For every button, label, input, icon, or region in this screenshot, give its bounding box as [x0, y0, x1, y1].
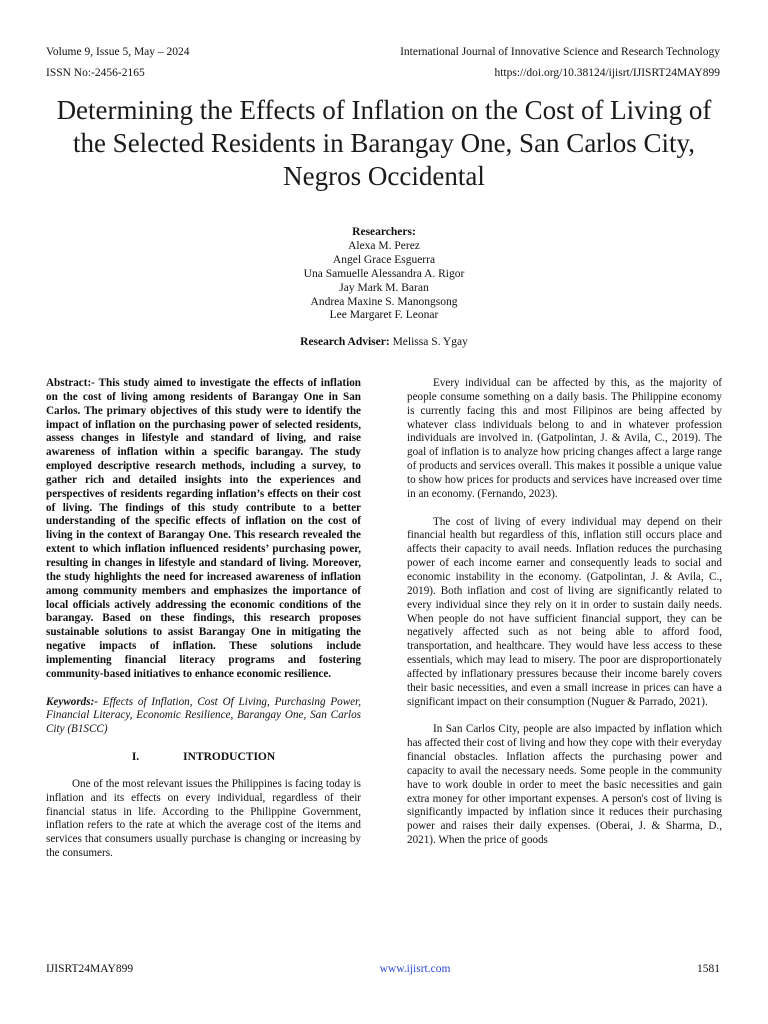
- researcher-name: Una Samuelle Alessandra A. Rigor: [303, 267, 465, 280]
- researchers-block: [0, 226, 768, 323]
- paper-code: IJISRT24MAY899: [46, 963, 134, 975]
- left-column: [46, 377, 361, 861]
- keywords: [46, 696, 361, 738]
- researcher-name: Lee Margaret F. Leonar: [329, 309, 439, 322]
- paragraph: The cost of living of every individual may depend on their financial health but regardless of this, inflation still occurs place and affects their capacity to avail needs. Inflation reduces the purchasing power of each income earner and consequently leads to social and economic instability in the economy. (Gatpolintan, J. & Avila, C., 2019). Both inflation and cost of living are significantly related to every individual since they rely on it in order to sustain daily needs. When people do not have sufficient financial support, they can be negatively affected such as not being able to afford food, transportation, and healthcare. They would have less access to these essentials, which may lead to misery. The poor are disproportionately affected by inflationary pressures because their income barely covers their basic necessities, and even a small increase in prices can have a significant impact on their consumption (Nuguer & Parrado, 2021).: [407, 515, 722, 708]
- adviser-line: [0, 336, 768, 348]
- researchers-label: Researchers:: [352, 226, 416, 238]
- researcher-name: Andrea Maxine S. Manongsong: [310, 295, 458, 308]
- paragraph: In San Carlos City, people are also impacted by inflation which has affected their cost of living and how they cope with their everyday financial obstacles. Inflation affects the purchasing power and capacity to avail the necessary needs. Some people in the community have to work double in order to meet the basic necessities and gain extra money for other important expenses. A person's cost of living is significantly impacted by inflation since it reduces their purchasing power and raises their daily expenses. (Oberai, J. & Sharma, D., 2021). When the price of goods: [407, 723, 722, 847]
- adviser-name: Melissa S. Ygay: [392, 336, 468, 348]
- paper-title: Determining the Effects of Inflation on the Cost of Living of the Selected Residents in Barangay One, San Carlos City, Negros Occidental: [56, 95, 712, 191]
- right-column: [407, 377, 722, 848]
- page-number: 1581: [696, 963, 720, 975]
- issn: ISSN No:-2456-2165: [46, 67, 145, 79]
- adviser-label: Research Adviser:: [300, 336, 390, 348]
- keywords-label: Keywords:-: [46, 695, 98, 708]
- abstract: Abstract:- This study aimed to investigate the effects of inflation on the cost of living among residents of Barangay One in San Carlos. The primary objectives of this study were to identify the impact of inflation on the purchasing power of selected residents, assess changes in lifestyle and standard of living, and raise awareness of inflation within a specific barangay. The study employed descriptive research methods, including a survey, to gather rich and detailed insights into the experiences and perspectives of residents regarding inflation’s effects on their cost of living. The findings of this study contribute to a better understanding of the specific effects of inflation on the cost of living in the context of Barangay One. This research revealed the extent to which inflation influenced residents’ purchasing power, resulting in changes in lifestyle and standard of living. Moreover, the study highlights the need for increased awareness of inflation among community members and emphasizes the importance of local officials actively addressing the economic conditions of the barangay. Based on these findings, this research proposes sustainable solutions to assist Barangay One in mitigating the negative impacts of inflation. These solutions include implementing financial literacy programs and fostering community-based initiatives to enhance economic resilience.: [46, 377, 361, 680]
- section-number: I.: [131, 751, 140, 764]
- doi-link[interactable]: https://doi.org/10.38124/ijisrt/IJISRT24MAY899: [494, 67, 720, 79]
- website-link[interactable]: www.ijisrt.com: [379, 963, 451, 975]
- researcher-name: Angel Grace Esguerra: [332, 253, 436, 266]
- section-heading: [46, 751, 361, 765]
- researcher-name: Jay Mark M. Baran: [339, 281, 429, 294]
- paragraph: One of the most relevant issues the Philippines is facing today is inflation and its effects on every individual, regardless of their financial status in life. According to the Philippine Government, inflation refers to the rate at which the average cost of the items and services that consumers usually purchase is changing or increasing by the consumers.: [46, 777, 361, 860]
- running-header-top: [46, 45, 720, 59]
- researcher-name: Alexa M. Perez: [348, 239, 420, 252]
- page-footer: [46, 963, 720, 975]
- journal-name: International Journal of Innovative Science and Research Technology: [400, 46, 720, 58]
- volume-issue: Volume 9, Issue 5, May – 2024: [46, 46, 190, 58]
- keywords-text: Effects of Inflation, Cost Of Living, Purchasing Power, Financial Literacy, Economic Resilience, Barangay One, San Carlos City (B1SCC): [46, 695, 361, 736]
- section-title: INTRODUCTION: [183, 751, 276, 764]
- running-header-bottom: [46, 66, 720, 80]
- paragraph: Every individual can be affected by this, as the majority of people consume something on a daily basis. The Philippine economy is currently facing this and most Filipinos are being affected by whatever class individuals belong to and in whatever profession individuals are involved in. (Gatpolintan, J. & Avila, C., 2019). The goal of inflation is to analyze how pricing changes affect a large range of products and services overall. This makes it possible a unique value to show how prices for products and services have increased over time in an economy. (Fernando, 2023).: [407, 377, 722, 500]
